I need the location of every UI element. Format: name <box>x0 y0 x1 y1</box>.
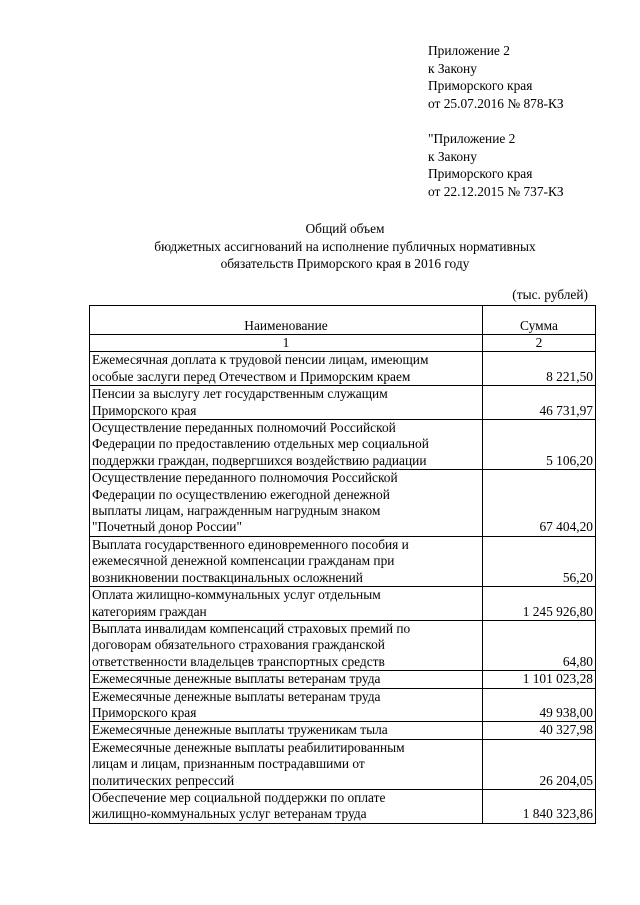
row-sum-cell: 56,20 <box>483 536 596 586</box>
table-row <box>90 671 596 688</box>
row-name-cell <box>90 352 483 386</box>
row-name-line: Приморского края <box>92 402 197 418</box>
column-number: 2 <box>483 335 596 352</box>
row-sum-cell: 67 404,20 <box>483 470 596 537</box>
units-label: (тыс. рублей) <box>512 287 588 302</box>
table-row <box>90 352 596 386</box>
row-name-line: договорам обязательного страхования гражданской <box>92 637 385 653</box>
row-name-line: Ежемесячные денежные выплаты ветеранам труда <box>92 688 381 704</box>
row-name-line: Федерации по предоставлению отдельных мер социальной <box>92 436 429 452</box>
row-name-line: ответственности владельцев транспортных средств <box>92 653 385 669</box>
row-name-cell <box>90 739 483 789</box>
row-name-line: Оплата жилищно-коммунальных услуг отдельным <box>92 587 381 603</box>
row-name-cell <box>90 620 483 670</box>
column-header-sum: Сумма <box>483 306 596 335</box>
row-name-line: Пенсии за выслугу лет государственным служащим <box>92 386 388 402</box>
appendix-line: от 22.12.2015 № 737-КЗ <box>428 183 564 199</box>
appendix-line: Приморского края <box>428 78 533 94</box>
row-name-line: поддержки граждан, подвергшихся воздействию радиации <box>92 452 427 468</box>
table-row <box>90 386 596 420</box>
appendix-line: Приморского края <box>428 166 533 182</box>
table-header-row <box>90 306 596 335</box>
row-name-cell <box>90 420 483 470</box>
row-name-line: Выплата инвалидам компенсаций страховых премий по <box>92 620 411 636</box>
row-sum-cell: 40 327,98 <box>483 722 596 739</box>
row-name-line: "Почетный донор России" <box>92 519 242 535</box>
appendix-line: к Закону <box>428 60 477 76</box>
appendix-header-current <box>428 42 628 112</box>
row-name-line: Осуществление переданного полномочия Российской <box>92 470 398 486</box>
appendix-line: от 25.07.2016 № 878-КЗ <box>428 95 564 111</box>
document-title <box>80 220 610 273</box>
table-row <box>90 470 596 537</box>
row-sum-cell: 1 840 323,86 <box>483 789 596 823</box>
row-sum-cell: 5 106,20 <box>483 420 596 470</box>
table-row <box>90 688 596 722</box>
table-row <box>90 722 596 739</box>
title-line: бюджетных ассигнований на исполнение публичных нормативных <box>154 238 536 254</box>
row-name-cell <box>90 722 483 739</box>
row-sum-cell: 46 731,97 <box>483 386 596 420</box>
row-sum-cell: 26 204,05 <box>483 739 596 789</box>
row-name-line: Осуществление переданных полномочий Российской <box>92 420 396 436</box>
row-name-line: лицам и лицам, признанным пострадавшими от <box>92 756 365 772</box>
row-name-line: категориям граждан <box>92 603 207 619</box>
appendix-line: Приложение 2 <box>428 43 510 58</box>
row-name-cell <box>90 688 483 722</box>
row-name-line: Выплата государственного единовременного пособия и <box>92 536 409 552</box>
row-name-cell <box>90 789 483 823</box>
title-line: Общий объем <box>305 221 385 236</box>
row-name-line: Федерации по осуществлению ежегодной денежной <box>92 486 390 502</box>
appendix-header-original <box>428 130 628 200</box>
appendix-line: к Закону <box>428 148 477 164</box>
row-name-cell <box>90 470 483 537</box>
table-body <box>90 352 596 823</box>
table-row <box>90 587 596 621</box>
table-row <box>90 789 596 823</box>
row-name-line: политических репрессий <box>92 772 235 788</box>
table-row <box>90 536 596 586</box>
row-name-cell <box>90 587 483 621</box>
row-name-line: Ежемесячные денежные выплаты ветеранам труда <box>92 671 381 687</box>
row-sum-cell: 49 938,00 <box>483 688 596 722</box>
row-name-line: Ежемесячные денежные выплаты труженикам тыла <box>92 722 388 738</box>
row-name-cell <box>90 386 483 420</box>
row-name-line: Ежемесячные денежные выплаты реабилитированным <box>92 739 405 755</box>
row-name-line: Обеспечение мер социальной поддержки по оплате <box>92 789 386 805</box>
appendix-line: "Приложение 2 <box>428 131 516 146</box>
table-row <box>90 420 596 470</box>
row-name-line: возникновении поствакцинальных осложнений <box>92 569 363 585</box>
table-row <box>90 620 596 670</box>
row-name-line: Приморского края <box>92 704 197 720</box>
row-name-line: жилищно-коммунальных услуг ветеранам труда <box>92 806 367 822</box>
row-name-cell <box>90 671 483 688</box>
table-row <box>90 739 596 789</box>
column-number: 1 <box>90 335 483 352</box>
column-number-row <box>90 335 596 352</box>
row-sum-cell: 1 245 926,80 <box>483 587 596 621</box>
row-sum-cell: 8 221,50 <box>483 352 596 386</box>
row-sum-cell: 64,80 <box>483 620 596 670</box>
row-sum-cell: 1 101 023,28 <box>483 671 596 688</box>
row-name-line: выплаты лицам, награжденным нагрудным знаком <box>92 503 381 519</box>
row-name-line: Ежемесячная доплата к трудовой пенсии лицам, имеющим <box>92 352 429 368</box>
row-name-line: особые заслуги перед Отечеством и Приморским краем <box>92 368 411 384</box>
obligations-table <box>89 305 596 824</box>
row-name-line: ежемесячной денежной компенсации гражданам при <box>92 553 395 569</box>
row-name-cell <box>90 536 483 586</box>
column-header-name: Наименование <box>90 306 483 335</box>
title-line: обязательств Приморского края в 2016 году <box>220 256 470 272</box>
